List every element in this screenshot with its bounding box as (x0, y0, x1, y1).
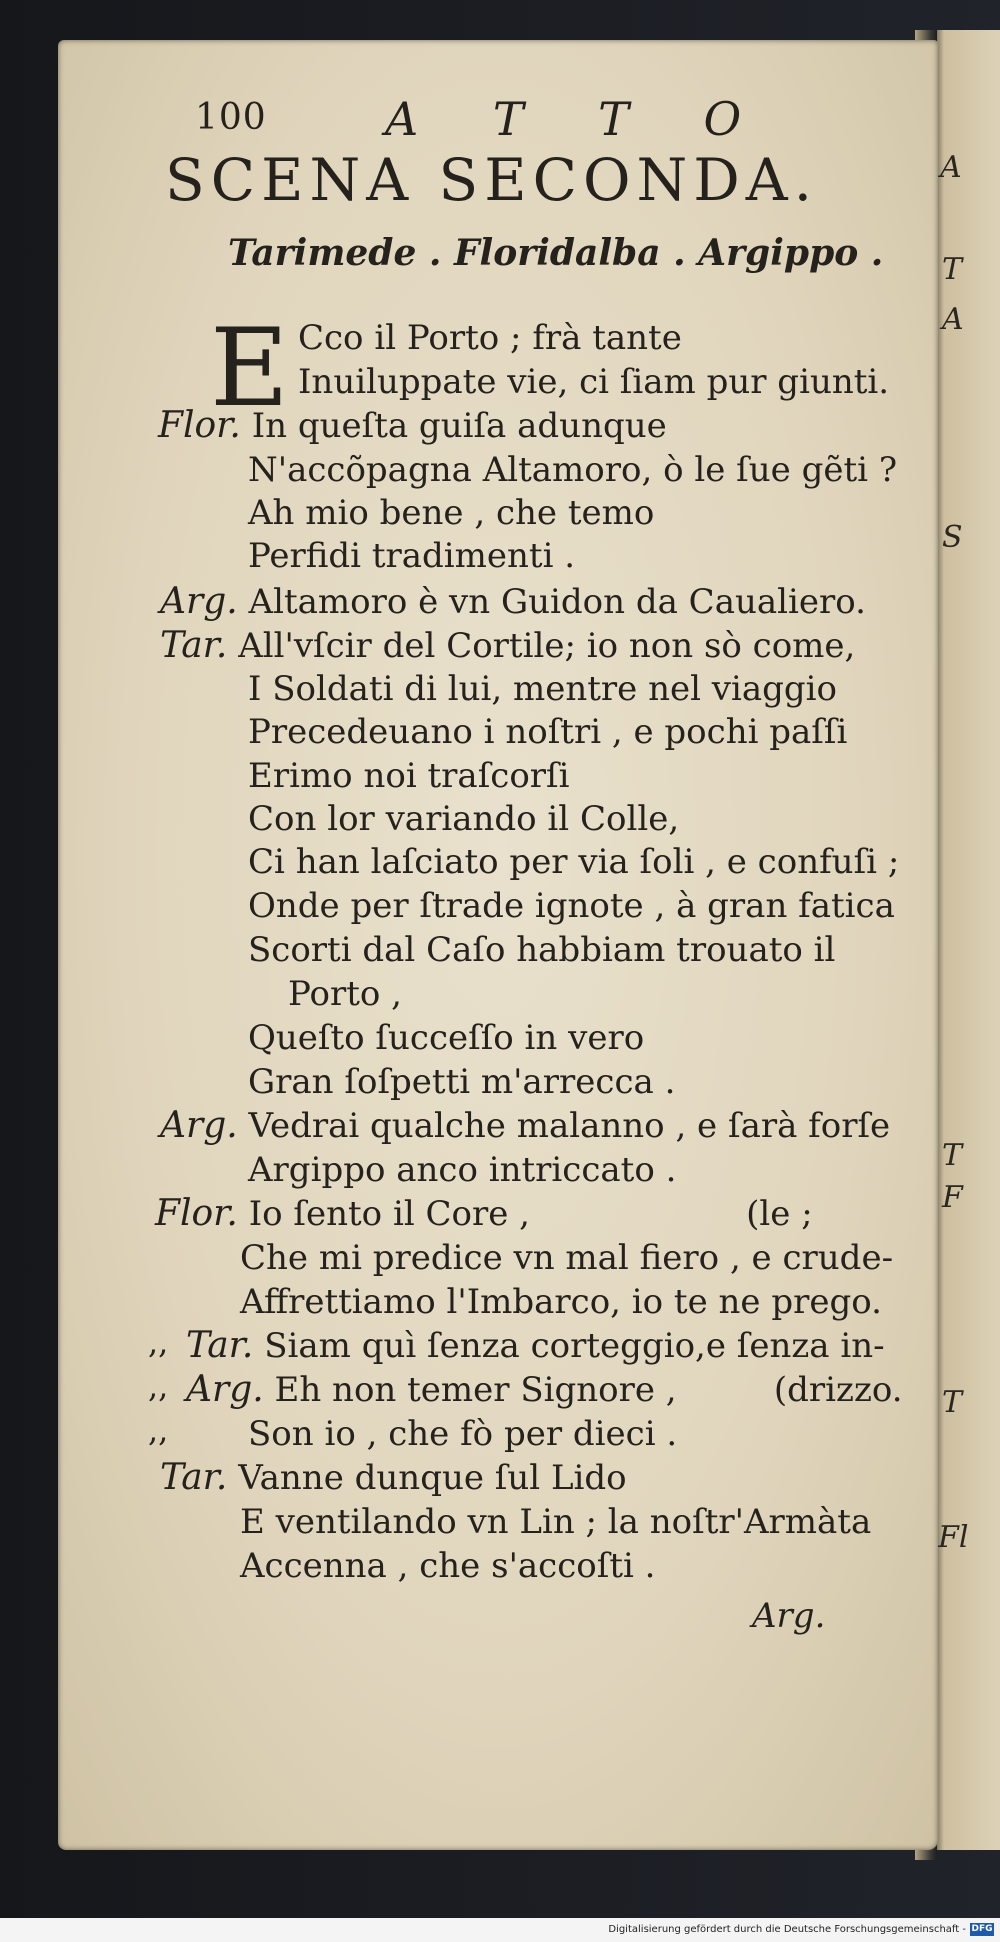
verse-line (160, 1458, 627, 1498)
verse-text: Inuiluppate vie, ci ſiam pur giunti. (298, 362, 890, 402)
verse-line (160, 582, 866, 622)
verse-line (248, 669, 837, 709)
verse-line (248, 536, 575, 576)
verse-text: Queſto ſucceſſo in vero (248, 1018, 645, 1058)
verse-text: Argippo anco intriccato . (248, 1150, 677, 1190)
speaker-label: Flor. (155, 1193, 238, 1234)
verse-text: Ci han laſciato per via ſoli , e confuſi ; (248, 842, 900, 882)
verse-text: E ventilando vn Lin ; la noſtr'Armàta (240, 1502, 872, 1542)
verse-text: In queſta guiſa adunque (251, 406, 667, 446)
verse-text: Precedeuano i noſtri , e pochi paſſi (248, 712, 848, 752)
speaker-label: Tar. (160, 625, 228, 666)
verse-line (248, 450, 897, 490)
verse-line (248, 756, 570, 796)
footer-text: Digitalisierung gefördert durch die Deutsche Forschungsgemeinschaft - (608, 1924, 966, 1935)
verse-line (160, 1106, 890, 1146)
verse-line (186, 1370, 903, 1410)
digitization-footer (0, 1918, 1000, 1942)
next-page-fragment: Fl (938, 1520, 969, 1555)
next-page-fragment: A (940, 150, 962, 185)
verse-line (240, 1502, 871, 1542)
verse-line (240, 1282, 882, 1322)
next-page-fragment: F (942, 1180, 963, 1215)
verse-text: Ah mio bene , che temo (248, 493, 655, 533)
verse-line (248, 842, 899, 882)
verse-text: Io ſento il Core , (le ; (248, 1194, 813, 1234)
verse-text: Vanne dunque ſul Lido (238, 1458, 627, 1498)
quote-mark: ,, (148, 1323, 169, 1361)
speaker-label: Tar. (160, 1457, 228, 1498)
next-page-fragment: A (942, 302, 964, 337)
verse-text: Porto , (288, 974, 402, 1014)
verse-text: Siam quì ſenza corteggio,e ſenza in- (264, 1326, 885, 1366)
verse-text: I Soldati di lui, mentre nel viaggio (248, 669, 837, 709)
verse-line (240, 1238, 893, 1278)
next-page-fragment: T (942, 1385, 963, 1420)
verse-text: N'accõpagna Altamoro, ò le ſue gẽti ? (248, 450, 898, 490)
speaker-label: Arg. (186, 1369, 264, 1410)
verse-line (248, 799, 679, 839)
speaker-label: Arg. (160, 1105, 238, 1146)
speaker-label: Flor. (158, 405, 241, 446)
character-list: Tarimede . Floridalba . Argippo . (228, 232, 884, 274)
verse-text: Onde per ſtrade ignote , à gran fatica (248, 886, 895, 926)
scene-title: SCENA SECONDA. (165, 146, 819, 214)
verse-line (158, 406, 667, 446)
verse-line (288, 974, 402, 1014)
verse-text: Affrettiamo l'Imbarco, io te ne prego. (240, 1282, 882, 1322)
speaker-label: Tar. (186, 1325, 254, 1366)
verse-line (298, 362, 889, 402)
next-page-fragment: T (942, 1138, 963, 1173)
verse-text: Cco il Porto ; frà tante (298, 318, 682, 358)
verse-text: Son io , che fò per dieci . (248, 1414, 678, 1454)
verse-line (160, 626, 855, 666)
dfg-logo-icon: DFG (971, 1924, 993, 1934)
verse-line (248, 886, 895, 926)
quote-mark: ,, (148, 1367, 169, 1405)
verse-line (248, 712, 847, 752)
verse-line (248, 1414, 677, 1454)
verse-line (248, 1018, 644, 1058)
verse-text: All'vſcir del Cortile; io non sò come, (238, 626, 856, 666)
verse-text: Che mi predice vn mal fiero , e crude- (240, 1238, 894, 1278)
verse-text: Gran ſoſpetti m'arrecca . (248, 1062, 676, 1102)
verse-text: Accenna , che s'accoſti . (240, 1546, 656, 1586)
verse-text: Erimo noi traſcorſi (248, 756, 570, 796)
verse-text: Perfidi tradimenti . (248, 536, 576, 576)
drop-capital: E (210, 306, 289, 431)
next-page-fragment: T (942, 252, 963, 287)
verse-line (248, 493, 654, 533)
verse-line (248, 930, 835, 970)
verse-line (240, 1546, 655, 1586)
verse-line (155, 1194, 813, 1234)
verse-text: Con lor variando il Colle, (248, 799, 680, 839)
verse-line (186, 1326, 885, 1366)
verse-text: Vedrai qualche malanno , e ſarà forſe (248, 1106, 891, 1146)
speaker-label: Arg. (160, 581, 238, 622)
verse-line (248, 1062, 675, 1102)
verse-line (298, 318, 682, 358)
next-page-fragment: S (942, 520, 963, 555)
catchword: Arg. (752, 1596, 826, 1636)
page-number: 100 (195, 97, 267, 138)
verse-text: Eh non temer Signore , (drizzo. (274, 1370, 903, 1410)
verse-line (248, 1150, 676, 1190)
quote-mark: ,, (148, 1411, 169, 1449)
verse-text: Scorti dal Caſo habbiam trouato il (248, 930, 836, 970)
running-header: A T T O (385, 92, 772, 146)
verse-text: Altamoro è vn Guidon da Caualiero. (248, 582, 866, 622)
